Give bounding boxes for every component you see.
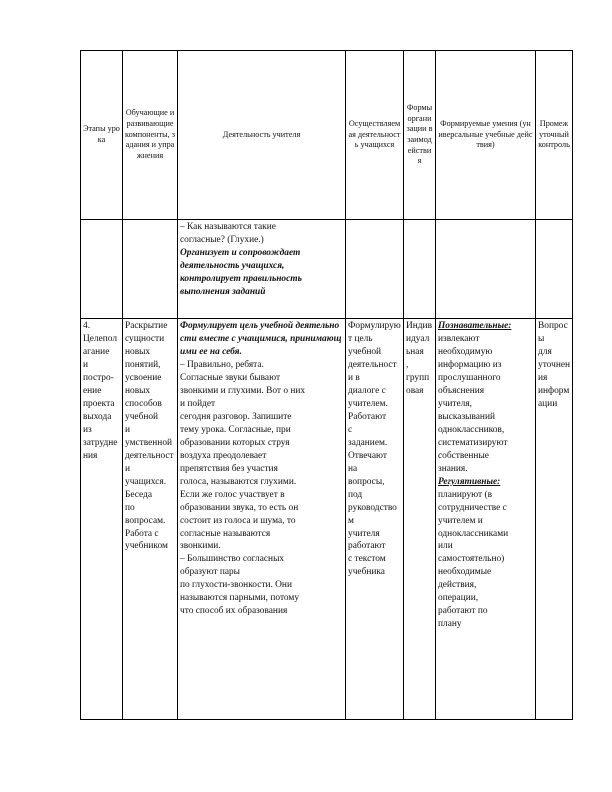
tasks-line: Раскрытие: [125, 321, 168, 331]
teacher-line: по глухости-звонкости. Они: [180, 580, 292, 591]
forms-cell: [404, 319, 436, 720]
teacher-line: – Правильно, ребята.: [180, 359, 264, 370]
lesson-plan-table: [80, 50, 573, 720]
students-line: вопросы,: [348, 476, 385, 487]
students-line: руководством: [348, 502, 397, 526]
skills-line: или: [438, 541, 453, 552]
skills-line: прослушанного: [438, 372, 501, 383]
header-tasks: Обучающие и развивающие компоненты, задания и упражнения: [123, 51, 178, 220]
students-line: на: [348, 463, 358, 474]
stage-line: постро-: [83, 372, 114, 383]
skills-heading-cognitive: Познавательные:: [438, 321, 512, 331]
forms-line: ,: [406, 359, 409, 370]
teacher-line: называются парными, потому: [180, 593, 300, 604]
tasks-line: по: [125, 502, 135, 513]
cont-forms-cell: [404, 220, 436, 319]
cont-teacher-cell: [178, 220, 346, 319]
students-line: Отвечают: [348, 450, 388, 461]
stage-line: и: [83, 359, 89, 370]
control-line: информации: [538, 385, 570, 409]
skills-line: знания.: [438, 463, 468, 474]
stage-line: выхода: [83, 411, 112, 422]
skills-line: систематизируют: [438, 437, 508, 448]
students-line: учебной: [348, 346, 382, 357]
students-line: учебника: [348, 567, 385, 578]
forms-line: групповая: [406, 372, 430, 396]
teacher-line: голоса, называются глухими.: [180, 476, 297, 487]
tasks-cell: [123, 319, 178, 720]
tasks-line: Беседа: [125, 489, 153, 500]
header-row: [81, 51, 573, 220]
tasks-line: умственной: [125, 437, 173, 448]
stage-line: ение: [83, 385, 102, 396]
skills-line: операции,: [438, 593, 479, 604]
teacher-line: сегодня разговор. Запишите: [180, 411, 292, 422]
cont-teacher-italic: контролирует правильность: [180, 273, 302, 284]
cont-tasks-cell: [123, 220, 178, 319]
teacher-line: – Большинство согласных: [180, 554, 285, 565]
teacher-line: образовании которых струя: [180, 437, 290, 448]
skills-line: учителя,: [438, 398, 473, 409]
cont-teacher-line: согласные? (Глухие.): [180, 234, 264, 245]
header-forms: Формы организации взаимодействия: [404, 51, 436, 220]
skills-line: одноклассников,: [438, 424, 505, 435]
skills-line: плану: [438, 619, 462, 630]
stage-line: 4.: [83, 321, 91, 331]
cont-teacher-italic: деятельность учащихся,: [180, 260, 285, 271]
students-line: с текстом: [348, 554, 386, 565]
cont-stage-cell: [81, 220, 123, 319]
teacher-line: звонкими и глухими. Вот о них: [180, 385, 306, 396]
skills-line: объяснения: [438, 385, 485, 396]
control-line: Вопросы: [538, 321, 568, 344]
teacher-cell: [178, 319, 346, 720]
students-line: учителем.: [348, 398, 388, 409]
students-line: заданием.: [348, 437, 388, 448]
tasks-line: новых: [125, 385, 151, 396]
students-line: Работают: [348, 411, 387, 422]
teacher-line: и пойдет: [180, 398, 216, 409]
header-control: Промежуточный контроль: [536, 51, 573, 220]
teacher-line: воздуха преодолевает: [180, 450, 267, 461]
tasks-line: понятий,: [125, 359, 161, 370]
skills-line: собственные: [438, 450, 489, 461]
skills-line: необходимые: [438, 567, 492, 578]
skills-heading-regulatory: Регулятивные:: [438, 476, 501, 487]
cont-teacher-line: – Как называются такие: [180, 222, 276, 232]
continuation-row: [81, 220, 573, 319]
students-line: работают: [348, 541, 386, 552]
skills-line: необходимую: [438, 346, 493, 357]
tasks-line: учебником: [125, 541, 168, 552]
students-line: под: [348, 489, 363, 500]
skills-line: планируют (в: [438, 489, 493, 500]
teacher-line: Если же голос участвует в: [180, 489, 285, 500]
cont-teacher-italic: Организует и сопровождает: [180, 247, 301, 258]
stage-line: Целеполагание: [83, 333, 118, 357]
teacher-line: Согласные звуки бывают: [180, 372, 281, 383]
stage-4-row: [81, 319, 573, 720]
students-line: диалоге с: [348, 385, 386, 396]
tasks-line: деятельности: [125, 450, 174, 474]
tasks-line: и: [125, 424, 131, 435]
students-line: с: [348, 424, 353, 435]
tasks-line: учебной: [125, 411, 159, 422]
skills-line: учителем и: [438, 515, 483, 526]
teacher-goal-italic: Формулирует цель учебной деятельности вместе с учащимися, принимающими ее на себя.: [180, 321, 342, 357]
tasks-line: сущности: [125, 333, 165, 344]
tasks-line: новых: [125, 346, 151, 357]
teacher-line: образовании звука, то есть он: [180, 502, 299, 513]
students-cell: [346, 319, 404, 720]
skills-line: информацию из: [438, 359, 502, 370]
skills-line: самостоятельно): [438, 554, 505, 565]
skills-line: высказываний: [438, 411, 495, 422]
header-students: Осуществляемая деятельность учащихся: [346, 51, 404, 220]
skills-line: работают по: [438, 606, 488, 617]
teacher-line: состоит из голоса и шума, то: [180, 515, 296, 526]
skills-line: сотрудничестве с: [438, 502, 507, 513]
students-line: учителя: [348, 528, 380, 539]
tasks-line: способов: [125, 398, 162, 409]
header-stage: Этапы урока: [81, 51, 123, 220]
stage-line: из: [83, 424, 92, 435]
tasks-line: Работа с: [125, 528, 159, 539]
teacher-line: звонкими.: [180, 541, 221, 552]
teacher-line: образуют пары: [180, 567, 240, 578]
teacher-line: препятствия без участия: [180, 463, 278, 474]
cont-control-cell: [536, 220, 573, 319]
teacher-line: согласные называются: [180, 528, 271, 539]
tasks-line: усвоение: [125, 372, 162, 383]
cont-students-cell: [346, 220, 404, 319]
cont-skills-cell: [436, 220, 536, 319]
control-cell: [536, 319, 573, 720]
students-line: Формулируют цель: [348, 321, 401, 344]
skills-line: одноклассниками: [438, 528, 509, 539]
skills-line: извлекают: [438, 333, 480, 344]
skills-line: действия,: [438, 580, 477, 591]
stage-line: затруднения: [83, 437, 118, 461]
stage-cell: [81, 319, 123, 720]
teacher-line: тему урока. Согласные, при: [180, 424, 291, 435]
teacher-line: что способ их образования: [180, 606, 288, 617]
control-line: уточнения: [538, 359, 571, 383]
header-teacher: Деятельность учителя: [178, 51, 346, 220]
cont-teacher-italic: выполнения заданий: [180, 286, 266, 297]
tasks-line: вопросам.: [125, 515, 166, 526]
tasks-line: учащихся.: [125, 476, 167, 487]
skills-cell: [436, 319, 536, 720]
header-skills: Формируемые умения (универсальные учебные действия): [436, 51, 536, 220]
stage-line: проекта: [83, 398, 115, 409]
forms-line: Индивидуальная: [406, 321, 433, 357]
students-line: деятельности в: [348, 359, 397, 383]
control-line: для: [538, 346, 552, 357]
